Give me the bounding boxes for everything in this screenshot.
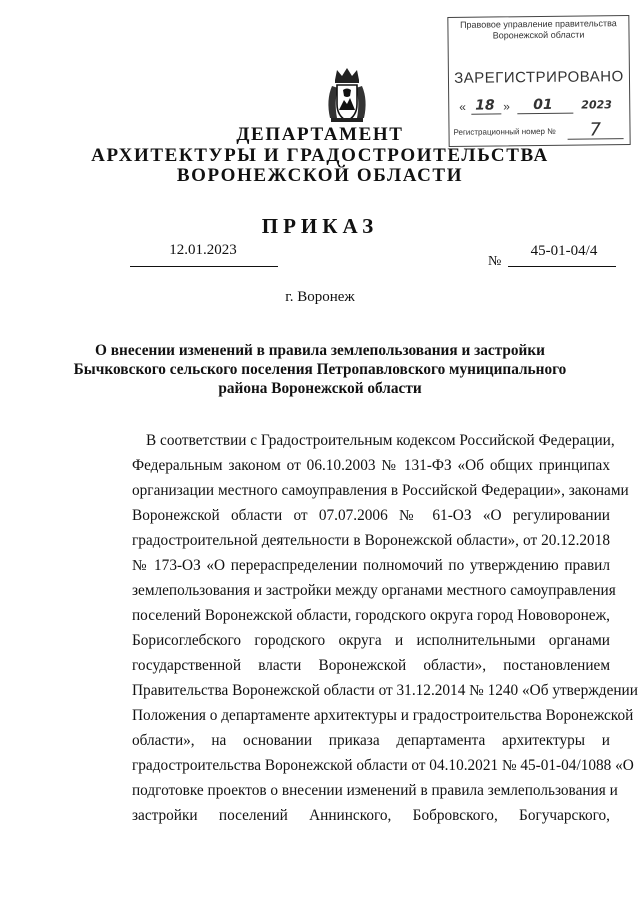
stamp-line-2: Воронежской области [492,29,585,41]
body-line: организации местного самоуправления в Российской Федерации», законами [132,482,629,499]
body-line: градостроительной деятельности в Воронежской области», от 20.12.2018 [132,532,610,549]
body-line: № 173-ОЗ «О перераспределении полномочий по утверждению правил [132,557,610,574]
number-sign: № [488,254,502,269]
body-line: Федеральным законом от 06.10.2003 № 131-ФЗ «Об общих принципах [132,457,610,474]
stamp-month: 01 [533,96,553,114]
body-line: застройки поселений Аннинского, Бобровского, Богучарского, [132,807,610,824]
date-underline [130,266,278,267]
body-line: землепользования и застройки между органами местного самоуправления [132,582,616,599]
stamp-reg-number: 7 [589,119,602,141]
order-number: 45-01-04/4 [530,243,598,259]
stamp-header [454,18,622,42]
department-line-1: ДЕПАРТАМЕНТ [236,124,404,145]
number-underline [508,266,616,267]
body-line: Воронежской области от 07.07.2006 № 61-ОЗ «О регулировании [132,507,610,524]
document-title: ПРИКАЗ [261,214,379,238]
body-line: Борисоглебского городского округа и исполнительными органами [132,632,610,649]
body-line: В соответствии с Градостроительным кодексом Российской Федерации, [146,432,615,449]
city: г. Воронеж [285,289,355,305]
order-date: 12.01.2023 [169,242,237,258]
body-line: области», на основании приказа департамента архитектуры и [132,732,610,749]
body-line: подготовке проектов о внесении изменений в правила землепользования и [132,782,618,799]
stamp-line-1: Правовое управление правительства [459,18,617,30]
body-line: градостроительства Воронежской области от 04.10.2021 № 45-01-04/1088 «О [132,757,634,774]
subject-line-1: О внесении изменений в правила землепользования и застройки [95,342,545,359]
stamp-year: 2023 [581,98,612,112]
department-line-2: АРХИТЕКТУРЫ И ГРАДОСТРОИТЕЛЬСТВА [91,145,549,166]
subject-line-3: района Воронежской области [218,380,422,397]
body-line: государственной власти Воронежской области», постановлением [132,657,610,674]
department-line-3: ВОРОНЕЖСКОЙ ОБЛАСТИ [176,165,464,186]
body-line: поселений Воронежской области, городского округа город Нововоронеж, [132,607,610,624]
stamp-registered: ЗАРЕГИСТРИРОВАНО [454,68,624,87]
stamp-day: 18 [475,97,495,114]
body-line: Правительства Воронежской области от 31.12.2014 № 1240 «Об утверждении [132,682,638,699]
stamp-reg-label: Регистрационный номер № [453,126,556,137]
subject-line-2: Бычковского сельского поселения Петропавловского муниципального [73,361,567,378]
stamp-date: « 18 » 01 2023 [459,96,612,114]
body-line: Положения о департаменте архитектуры и градостроительства Воронежской [132,707,634,724]
coat-of-arms-icon [322,66,372,126]
